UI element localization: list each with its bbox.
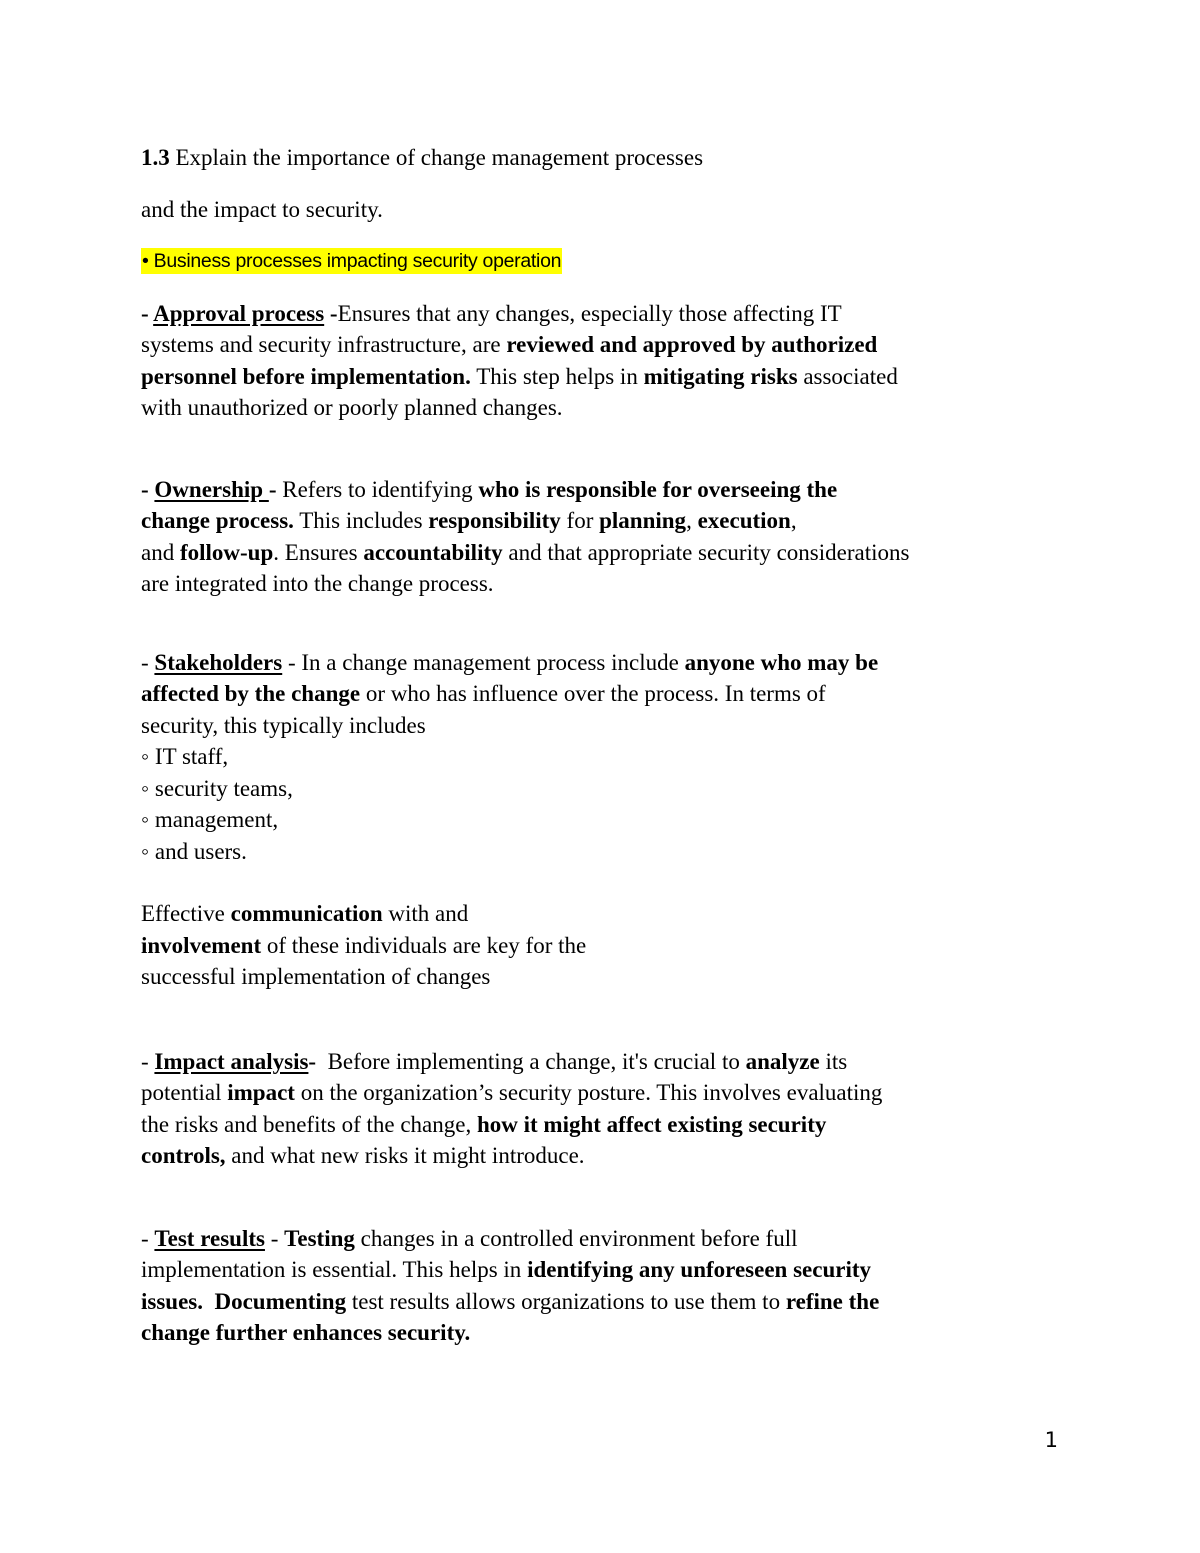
impact-emphasis: how it might affect existing security	[476, 1111, 827, 1137]
effective-text: of these individuals are key for the	[261, 932, 587, 958]
heading-subtitle: and the impact to security.	[141, 197, 383, 222]
highlighted-topic-text: • Business processes impacting security operation	[142, 250, 562, 272]
ownership-term: Ownership	[154, 476, 269, 502]
impact-text: Before implementing a change, it's crucial to	[316, 1048, 746, 1074]
test-line-2	[141, 1254, 1081, 1286]
effective-emphasis: communication	[230, 901, 383, 926]
test-text: test results allows organizations to use them to	[346, 1288, 786, 1314]
stakeholders-term: Stakeholders	[154, 649, 283, 675]
approval-text: This step helps in	[470, 363, 644, 389]
approval-text: associated	[797, 363, 898, 389]
approval-emphasis: reviewed and approved by authorized	[506, 332, 878, 357]
approval-sep: -	[324, 300, 338, 326]
ownership-emphasis: change process.	[141, 508, 294, 533]
ownership-emphasis: planning	[599, 508, 687, 533]
ownership-text: . Ensures	[273, 539, 364, 565]
list-item: ◦ security teams,	[141, 775, 293, 801]
test-text: implementation is essential. This helps in	[141, 1257, 528, 1282]
ownership-text: and that appropriate security considerations	[502, 539, 910, 565]
heading-title: Explain the importance of change management processes	[169, 145, 704, 170]
approval-text: systems and security infrastructure, are	[141, 332, 507, 357]
test-line-4	[141, 1317, 1081, 1349]
approval-emphasis: personnel before implementation.	[141, 363, 471, 389]
effective-text: with and	[382, 901, 469, 926]
effective-text: Effective	[141, 901, 231, 926]
effective-line-2	[141, 930, 1081, 962]
approval-line-3	[141, 361, 1081, 393]
approval-term: Approval process	[153, 300, 325, 326]
impact-text: its	[819, 1048, 848, 1074]
section-number: 1.3	[141, 145, 170, 170]
ownership-line-4: are integrated into the change process.	[141, 571, 494, 596]
impact-text: potential	[141, 1080, 228, 1105]
impact-line-4	[141, 1140, 1081, 1172]
impact-emphasis: analyze	[745, 1048, 820, 1074]
test-emphasis: identifying any unforeseen security	[527, 1257, 871, 1282]
ownership-text: ,	[790, 508, 797, 533]
test-line-3	[141, 1286, 1081, 1318]
effective-emphasis: involvement	[141, 932, 262, 958]
document-body	[141, 142, 1081, 1349]
approval-text: Ensures that any changes, especially those affecting IT	[337, 300, 842, 326]
page-number: 1	[1044, 1428, 1058, 1452]
test-dash: -	[141, 1225, 155, 1251]
impact-dash: -	[141, 1048, 155, 1074]
stakeholders-emphasis: anyone who may be	[684, 649, 879, 675]
approval-dash: -	[141, 300, 154, 326]
ownership-line-2	[141, 505, 1081, 537]
section-stakeholders	[141, 647, 1081, 868]
ownership-emphasis: follow-up	[179, 539, 274, 565]
approval-line-1	[141, 298, 1081, 330]
section-test-results	[141, 1223, 1081, 1349]
effective-line-3: successful implementation of changes	[141, 964, 491, 989]
test-text: -	[264, 1225, 285, 1251]
ownership-dash: -	[141, 476, 155, 502]
ownership-text: This includes	[293, 508, 429, 533]
ownership-text: ,	[686, 508, 698, 533]
impact-emphasis: controls,	[141, 1143, 226, 1168]
section-approval-process	[141, 298, 1081, 424]
test-term: Test results	[154, 1225, 265, 1251]
ownership-text: Refers to identifying	[276, 476, 479, 502]
impact-sep: -	[308, 1048, 317, 1074]
test-emphasis: Testing	[284, 1225, 355, 1251]
list-item: ◦ IT staff,	[141, 744, 229, 769]
stakeholders-line-1	[141, 647, 1081, 679]
impact-emphasis: impact	[227, 1080, 295, 1105]
ownership-line-3	[141, 537, 1081, 569]
impact-text: the risks and benefits of the change,	[141, 1111, 477, 1137]
stakeholders-line-2	[141, 678, 1081, 710]
section-impact-analysis	[141, 1046, 1081, 1172]
ownership-text: and	[141, 539, 180, 565]
approval-line-4: with unauthorized or poorly planned changes.	[141, 395, 563, 420]
ownership-emphasis: execution	[697, 508, 791, 533]
stakeholders-line-3: security, this typically includes	[141, 712, 426, 738]
highlighted-topic	[141, 244, 1081, 278]
approval-line-2	[141, 329, 1081, 361]
test-line-1	[141, 1223, 1081, 1255]
stakeholders-emphasis: affected by the change	[141, 681, 361, 706]
stakeholders-dash: -	[141, 649, 155, 675]
impact-line-2	[141, 1077, 1081, 1109]
ownership-emphasis: accountability	[363, 539, 503, 565]
list-item: ◦ and users.	[141, 838, 247, 864]
impact-line-3	[141, 1109, 1081, 1141]
test-emphasis: refine the	[785, 1288, 880, 1314]
ownership-emphasis: who is responsible for overseeing the	[478, 476, 838, 502]
section-effective-communication	[141, 898, 1081, 993]
test-emphasis: issues. Documenting	[141, 1288, 347, 1314]
document-heading	[141, 142, 1081, 174]
ownership-text: for	[560, 508, 600, 533]
list-item: ◦ management,	[141, 807, 279, 832]
ownership-line-1	[141, 474, 1081, 506]
test-emphasis: change further enhances security.	[141, 1320, 471, 1345]
ownership-emphasis: responsibility	[428, 508, 561, 533]
stakeholders-text: - In a change management process include	[282, 649, 685, 675]
effective-line-1	[141, 898, 1081, 930]
ownership-sep: -	[268, 476, 277, 502]
impact-term: Impact analysis	[154, 1048, 309, 1074]
approval-emphasis: mitigating risks	[643, 363, 798, 389]
section-ownership	[141, 474, 1081, 600]
impact-line-1	[141, 1046, 1081, 1078]
stakeholders-text: or who has influence over the process. In terms of	[360, 681, 826, 706]
impact-text: and what new risks it might introduce.	[225, 1143, 585, 1168]
impact-text: on the organization’s security posture. This involves evaluating	[294, 1080, 883, 1105]
test-text: changes in a controlled environment before full	[354, 1225, 798, 1251]
